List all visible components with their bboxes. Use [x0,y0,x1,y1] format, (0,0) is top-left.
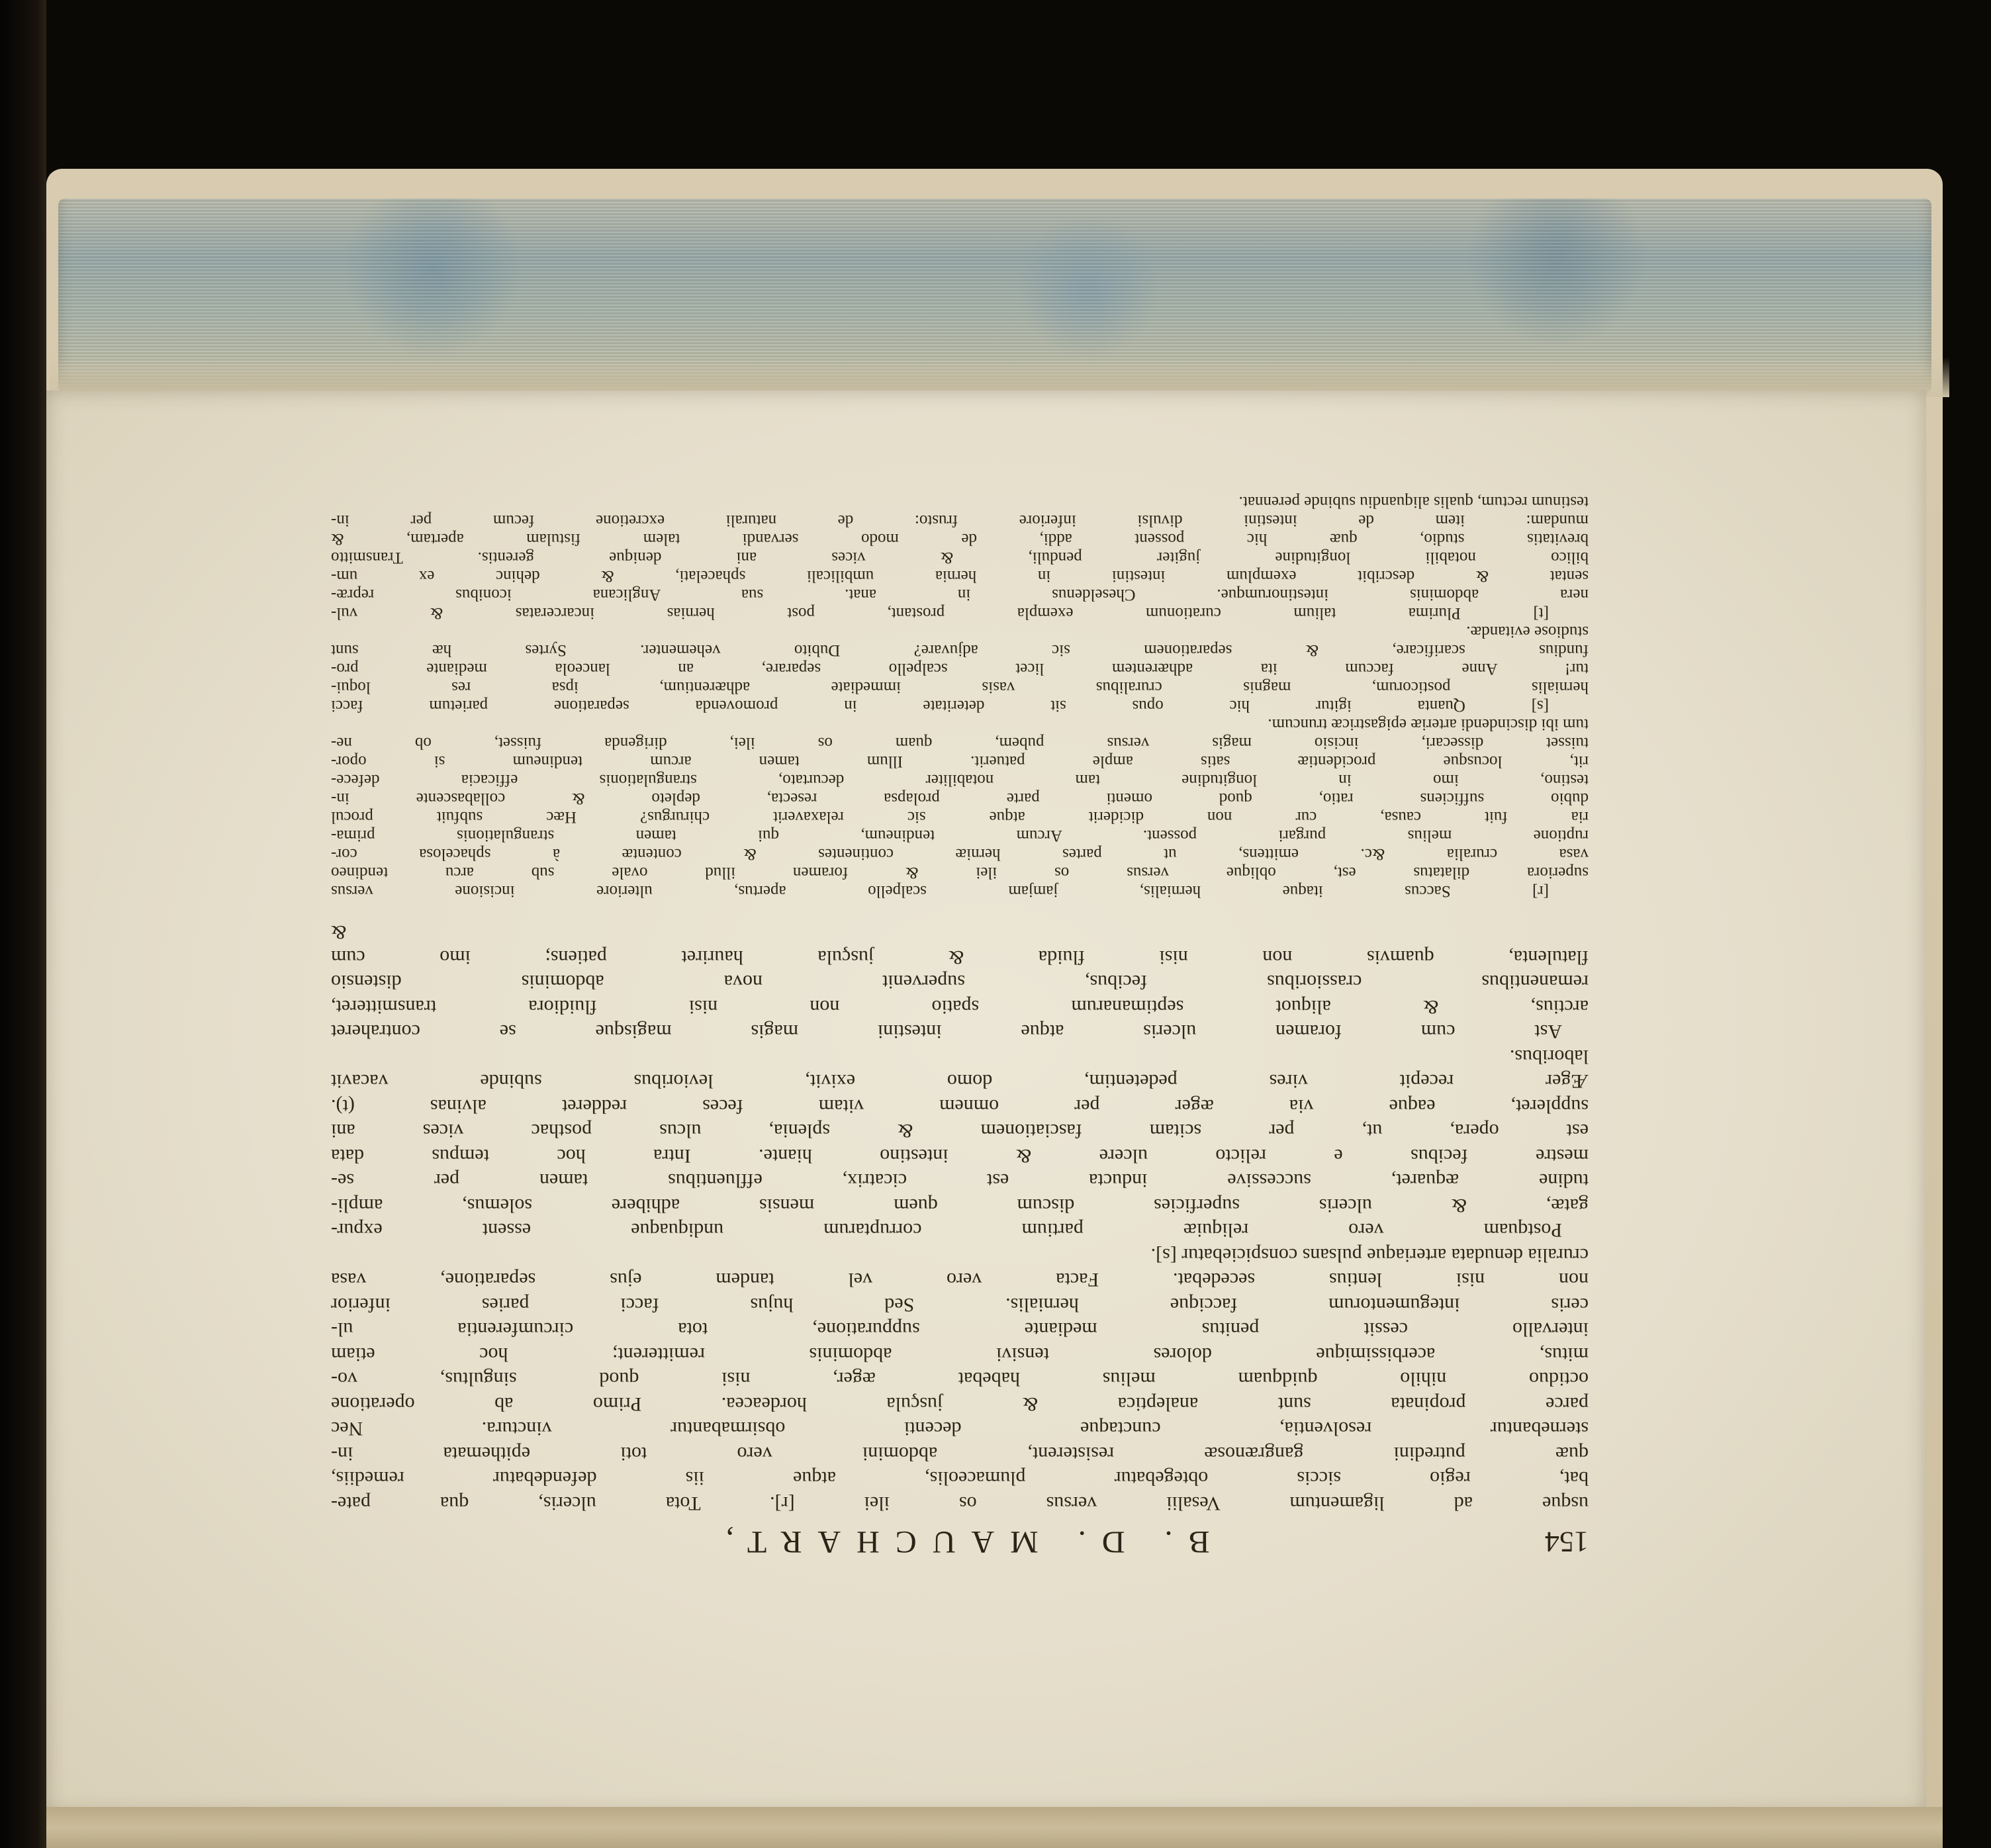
footnote-line: tur! Anne faccum ita adhærentem licet scalpello separare, an lanceola mediante pro- [331,660,1589,678]
text-line: tudine æquaret, successive inducta est cicatrix, effluentibus tamen per se- [331,1170,1589,1192]
text-line: est opera, ut, per scitam fasciationem & splenia, ulcus posthac vices ani [331,1120,1589,1142]
text-line: arctius, & aliquot septimanarum spatio non nisi fluidiora transmitteret, [331,996,1589,1018]
text-line: bat, regio siccis obtegebatur plumaceolis, atque iis defendebatur remediis, [331,1467,1589,1490]
footnote-line: vasa cruralia &c. emittens, ut partes herniæ continentes & contentæ à sphacelosa cor- [331,845,1589,863]
footnote-line: [t] Plurima talium curationum exempla prostant, post hernias incarceratas & vul- [331,604,1549,622]
text-line: Æger recepit vires pedetentim, domo exivit, levioribus subinde vacavit [331,1070,1589,1093]
page-number: 154 [1545,1526,1589,1558]
footnote-line: studiose evitandæ. [1466,623,1589,641]
footnote-line: rit, locusque procidentiæ satis ample patuerit. Illum tamen arcum tendineum si opor- [331,753,1589,770]
footnote-line: fundius scarificare, & separationem sic adjuvare? Dubito vehementer. Syrtes hæ sunt [331,641,1589,659]
page-header [331,1521,1589,1562]
running-head: B. D. MAUCHART, [710,1524,1210,1559]
footnote-line: dubio sufficiens ratio, quod omenti parte prolapsa resecta, depleto & collabascente in- [331,790,1589,808]
text-line: Ast cum foramen ulceris atque intestini magis magisque se contraheret [331,1021,1562,1043]
text-line: parce propinata sunt analeptica & jusçula hordeacea. Primo ab operatione [331,1393,1589,1415]
footnote-line: brevitatis studio, quæ hic possent addi, de modo servandi talem fistulam apertam, & [331,530,1589,548]
footnote-line: nera abdominis intestinorumque. Cheseldenus in anat. sua Anglicana iconibus repræ- [331,586,1589,604]
text-line: intervallo cessit penitus mediante suppuratione, tota circumferentia ul- [331,1318,1589,1341]
text-line: Postquam vero reliquiæ partium corruptarum undiquaque essent expur- [331,1219,1562,1242]
text-line: laboribus. [1509,1046,1589,1068]
text-line: non nisi lentius secedebat. Facta vero vel tandem ejus separatione, vasa [331,1269,1589,1291]
printed-text-block [331,493,1589,1562]
footnote-line: testinum rectum, qualis aliquandiu subinde perennat. [1238,493,1589,511]
text-line: suppleret, eaque via æger per omnem vitam feces redderet alvinas (t). [331,1095,1589,1117]
text-line: flatulenta, quamvis non nisi fluida & jusçula hauriret patiens; imo cum [331,947,1589,968]
text-line: cruralia denudata arteriaque pulsans conspiciebatur [s]. [1150,1244,1589,1266]
text-line: quæ putredini gangrænosæ resisterent, abdomini vero toti epithemata in- [331,1443,1589,1465]
footnote-line: ria fuit causa, cur non diciderit atque sic relaxaverit chirurgus? Hæc subfuit procul [331,808,1589,826]
footnote-line: testino, imo in longitudine tam notabiliter decurtato, strangulationis efficacia defece- [331,771,1589,789]
footnote-line: superiora dilatatus est, oblique versus os ilei & foramen illud ovale sub arcu tendineo [331,864,1589,882]
text-line: mestre fecibus e relicto ulcere & intestino hiante. Intra hoc tempus data [331,1145,1589,1167]
page-gutter [46,1807,1943,1848]
main-text [331,945,1589,1516]
footnote-line: tuisset dissecari, incisio magis versus pubem, quam os ilei, dirigenda fuisset, ob ne- [331,734,1589,752]
text-line: mitus, acerbissimique dolores tensivi abdominis remitterent; hoc etiam [331,1344,1589,1365]
catchword: & [331,921,347,944]
footnote-line: bilico notabili longitudine jugiter penduli, & vices ani denique gerentis. Transmitto [331,549,1589,567]
footnote-line: mundam: item de intestini divulsi inferiore frusto: de naturali excretione fecum per in- [331,512,1589,530]
text-line: ceris integumentorum faccique hernialis. Sed hujus facci paries inferior [331,1294,1589,1316]
text-line: usque ad ligamentum Vesalii versus os ilei [r]. Tota ulceris, qua pate- [331,1493,1589,1514]
footnote-line: sentat & describit exemplum intestini in hernia umbilicali sphacelati, & dehinc ex um- [331,567,1589,585]
footnote-line: [r] Saccus itaque hernialis, jamjam scalpello apertus, ulteriore incisione versus [331,882,1549,900]
scan-left-edge [0,0,46,1848]
footnote-line: [s] Quanta igitur hic opus sit deteritate in promovenda separatione parietum facci [331,697,1549,715]
text-line: gatæ, & ulceris superficies discum quem mensis adhibere solemus, ampli- [331,1195,1589,1217]
footnote-line: tum ibi discindendi arteriæ epigastricæ truncum. [1268,716,1589,733]
footnotes [331,492,1589,900]
text-line: remanentibus crassioribus fecibus, supervenit nova abdominis distensio [331,971,1589,993]
footnote-line: hernialis posticorum, magnis cruralibus vasis immediate adhærentium, ipsa res loqui- [331,678,1589,696]
text-line: sternebantur resolventia, cunctaque decenti obsirmabantur vinctura. Nec [331,1418,1589,1440]
text-line: octiduo nihilo quidquam melius habebat æger, nisi quod singultus, vo- [331,1368,1589,1391]
footnote-line: ruptione melius purgari possent. Arcum tendineum, qui tamen strangulationis prima- [331,827,1589,845]
